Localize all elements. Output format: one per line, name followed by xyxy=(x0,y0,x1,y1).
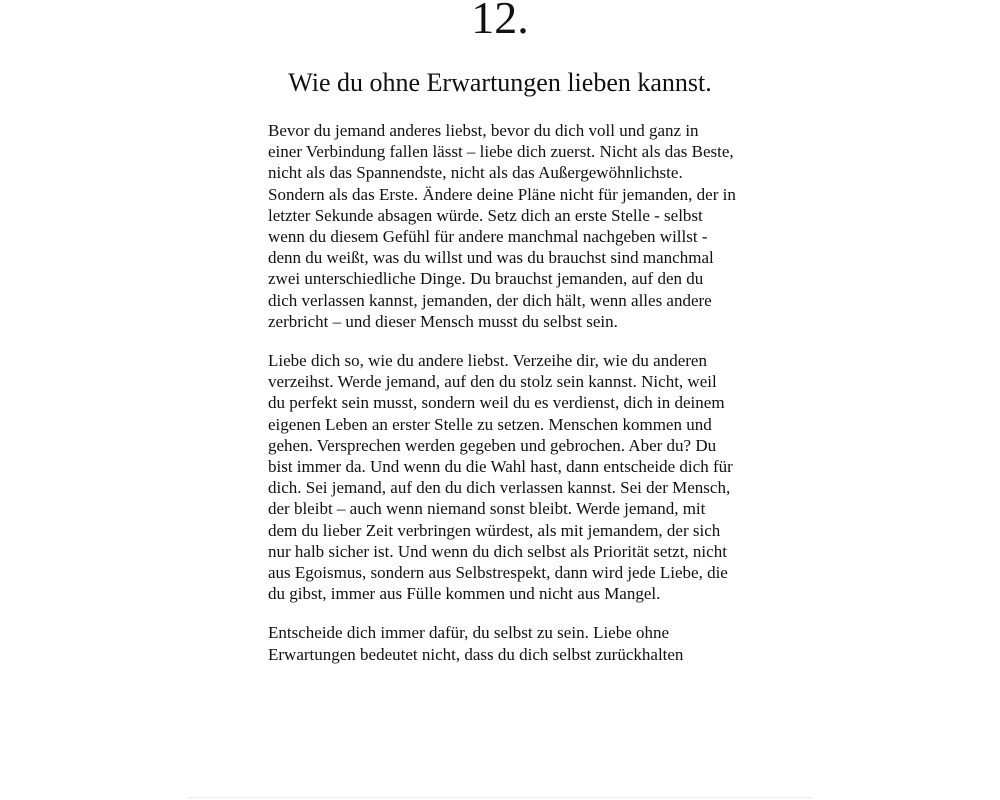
chapter-title: Wie du ohne Erwartungen lieben kannst. xyxy=(288,68,712,97)
page-divider xyxy=(188,797,812,798)
body-text xyxy=(268,120,736,683)
paragraph-1: Bevor du jemand anderes liebst, bevor du dich voll und ganz in einer Verbindung fallen lässt – liebe dich zuerst. Nicht als das Beste, nicht als das Spannendste, nicht als das Außergewöhnlichste. Sondern als das Erste. Ändere deine Pläne nicht für jemanden, der in letzter Sekunde absagen würde. Setz dich an erste Stelle - selbst wenn du diesem Gefühl für andere manchmal nachgeben willst - denn du weißt, was du willst und was du brauchst sind manchmal zwei unterschiedliche Dinge. Du brauchst jemanden, auf den du dich verlassen kannst, jemanden, der dich hält, wenn alles andere zerbricht – und dieser Mensch musst du selbst sein. xyxy=(268,121,736,331)
paragraph-3: Entscheide dich immer dafür, du selbst zu sein. Liebe ohne Erwartungen bedeutet nicht, dass du dich selbst zurückhalten xyxy=(268,623,684,664)
paragraph-2: Liebe dich so, wie du andere liebst. Verzeihe dir, wie du anderen verzeihst. Werde jemand, auf den du stolz sein kannst. Nicht, weil du perfekt sein musst, sondern weil du es verdienst, dich in deinem eigenen Leben an erster Stelle zu setzen. Menschen kommen und gehen. Versprechen werden gegeben und gebrochen. Aber du? Du bist immer da. Und wenn du die Wahl hast, dann entscheide dich für dich. Sei jemand, auf den du dich verlassen kannst. Sei der Mensch, der bleibt – auch wenn niemand sonst bleibt. Werde jemand, mit dem du lieber Zeit verbringen würdest, als mit jemandem, der sich nur halb sicher ist. Und wenn du dich selbst als Priorität setzt, nicht aus Egoismus, sondern aus Selbstrespekt, dann wird jede Liebe, die du gibst, immer aus Fülle kommen und nicht aus Mangel. xyxy=(268,351,733,604)
chapter-number: 12. xyxy=(471,0,529,43)
